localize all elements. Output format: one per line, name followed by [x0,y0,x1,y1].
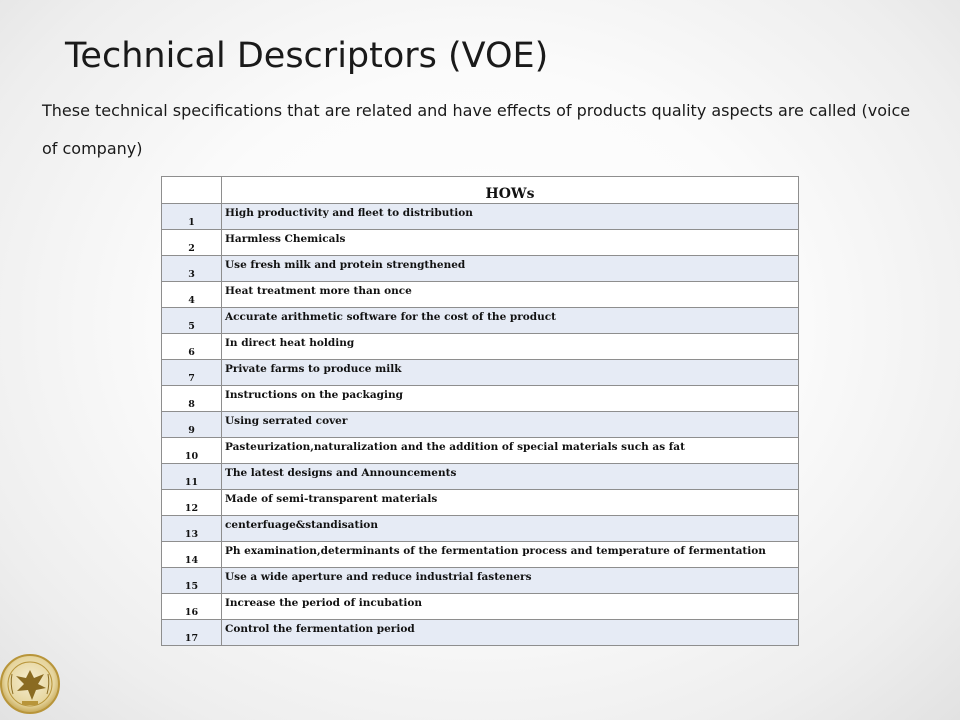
table-row [162,282,799,308]
row-number: 9 [162,412,222,438]
row-number: 16 [162,594,222,620]
table-row [162,620,799,646]
row-descriptor: Heat treatment more than once [222,282,799,308]
table-row [162,516,799,542]
table-row [162,568,799,594]
row-descriptor: Private farms to produce milk [222,360,799,386]
table-row [162,360,799,386]
table-row [162,256,799,282]
row-number: 6 [162,334,222,360]
row-descriptor: Increase the period of incubation [222,594,799,620]
slide-body-text: These technical specifications that are related and have effects of products quality aspects are called (voice of company) [42,101,911,158]
row-descriptor: centerfuage&standisation [222,516,799,542]
table-row [162,230,799,256]
row-number: 17 [162,620,222,646]
row-descriptor: Using serrated cover [222,412,799,438]
row-descriptor: The latest designs and Announcements [222,464,799,490]
row-descriptor: Pasteurization,naturalization and the addition of special materials such as fat [222,438,799,464]
table-row [162,334,799,360]
row-number: 15 [162,568,222,594]
row-descriptor: Control the fermentation period [222,620,799,646]
table-row [162,308,799,334]
slide-title: Technical Descriptors (VOE) [65,36,549,76]
table-corner-cell [162,177,222,204]
university-seal-icon [0,644,64,720]
hows-table [161,176,799,646]
table-row [162,204,799,230]
row-descriptor: Ph examination,determinants of the fermentation process and temperature of fermentation [222,542,799,568]
row-descriptor: Use fresh milk and protein strengthened [222,256,799,282]
row-descriptor: Harmless Chemicals [222,230,799,256]
row-descriptor: Accurate arithmetic software for the cost of the product [222,308,799,334]
table-row [162,542,799,568]
row-descriptor: High productivity and fleet to distribution [222,204,799,230]
row-descriptor: In direct heat holding [222,334,799,360]
table-row [162,594,799,620]
table-row [162,490,799,516]
row-number: 7 [162,360,222,386]
table-header-row [162,177,799,204]
table-row [162,386,799,412]
row-descriptor: Made of semi-transparent materials [222,490,799,516]
table-row [162,438,799,464]
row-number: 14 [162,542,222,568]
table-row [162,412,799,438]
row-number: 1 [162,204,222,230]
row-number: 4 [162,282,222,308]
row-number: 10 [162,438,222,464]
row-number: 2 [162,230,222,256]
hows-header: HOWs [222,177,799,204]
row-number: 13 [162,516,222,542]
row-number: 5 [162,308,222,334]
row-number: 11 [162,464,222,490]
row-descriptor: Instructions on the packaging [222,386,799,412]
table-row [162,464,799,490]
row-number: 12 [162,490,222,516]
hows-table-body [162,204,799,646]
row-descriptor: Use a wide aperture and reduce industrial fasteners [222,568,799,594]
row-number: 3 [162,256,222,282]
row-number: 8 [162,386,222,412]
